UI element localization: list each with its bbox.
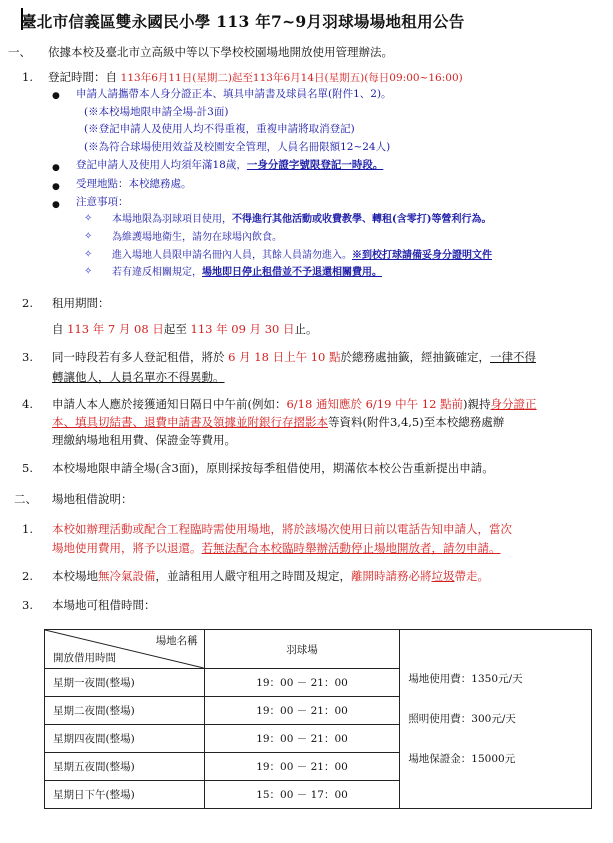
section1-number: 一、: [8, 45, 31, 59]
payment-deadline: 6/18 通知應於 6/19 中午 12 點前: [286, 397, 464, 411]
trash-text2: 帶走。: [454, 569, 489, 583]
bullet-icon: ●: [52, 200, 60, 210]
item1-number: 1.: [22, 70, 33, 84]
s2-item3-text: 本場地可租借時間：: [52, 598, 156, 612]
header-time-label: 開放借用時間: [53, 652, 116, 664]
page-title: 臺北市信義區雙永國民小學 113 年7~9月羽球場場地租用公告: [21, 12, 465, 31]
row-day: 星期日下午(整場): [45, 781, 205, 809]
period-post: 止。: [294, 322, 318, 336]
payment-text3: 等資料(附件3,4,5)至本校總務處辦: [328, 415, 505, 429]
item4-number: 4.: [22, 397, 33, 411]
note-roster-limit: (※為符合球場使用效益及校園安全管理，人員名冊限額12~24人): [84, 141, 391, 153]
header-venue-label: 場地名稱: [155, 635, 198, 647]
rental-period: [52, 322, 318, 336]
registration-period: 113年6月11日(星期二)起至113年6月14日(星期五)(每日09:00~16:00): [120, 72, 463, 84]
item3-line2: 轉讓他人，人員名單亦不得異動。: [52, 370, 225, 384]
s2-item1-line1: 本校如辦理活動或配合工程臨時需使用場地，將於該場次使用日前以電話告知申請人，當次: [52, 522, 512, 536]
period-start: 113 年 7 月 08 日: [67, 322, 164, 336]
fee-deposit: 場地保證金：15000元: [408, 753, 516, 765]
item2-number: 2.: [22, 296, 33, 310]
fee-cell: [400, 630, 592, 809]
trash-text: 離開時請務必將: [351, 569, 432, 583]
rule-text2: ，並請租用人嚴守租用之時間及規定，: [155, 569, 351, 583]
note-violation: [112, 266, 382, 279]
row-day: 星期一夜間(整場): [45, 669, 205, 697]
diamond-icon: ✧: [84, 249, 93, 260]
lottery-time: 6 月 18 日上午 10 點: [228, 350, 341, 364]
payment-docs: 身分證正: [490, 397, 537, 411]
fee-lighting: 照明使用費：300元/天: [408, 713, 516, 725]
trash-emphasis: 垃圾: [431, 569, 455, 583]
note-emphasis: 不得進行其他活動或收費教學、轉租(含零打)等營利行為。: [232, 214, 492, 225]
s2-item1-line2: [52, 541, 501, 555]
bullet-notes-label: 注意事項：: [76, 196, 129, 208]
diamond-icon: ✧: [84, 231, 93, 242]
age-emphasis: 一身分證字號限登記一時段。: [246, 159, 384, 171]
payment-text2: )親持: [463, 397, 491, 411]
bullet-icon: ●: [52, 163, 60, 173]
lottery-text: 同一時段若有多人登記租借，將於: [52, 350, 225, 364]
item1-registration: [48, 70, 463, 85]
item4-line2: [52, 415, 504, 429]
row-time: 19：00 － 21：00: [204, 753, 400, 781]
age-text: 登記申請人及使用人均須年滿18歲，: [76, 159, 247, 171]
item5-number: 5.: [22, 461, 33, 475]
row-day: 星期五夜間(整場): [45, 753, 205, 781]
note-no-food: 為維護場地衛生，請勿在球場內飲食。: [112, 232, 282, 243]
note-full-court: (※本校場地限申請全場-計3面): [84, 106, 229, 118]
row-day: 星期二夜間(整場): [45, 697, 205, 725]
s2-item2-number: 2.: [22, 569, 33, 583]
table-header-corner: [45, 630, 205, 669]
note-roster-only: [112, 249, 492, 262]
section2-text: 場地租借說明：: [52, 492, 133, 506]
refund-text: 場地使用費用，將予以退還。: [52, 541, 202, 555]
fee-usage: 場地使用費：1350元/天: [408, 673, 523, 685]
item4-line1: [52, 397, 537, 411]
bullet-age: [76, 159, 383, 172]
diamond-icon: ✧: [84, 266, 93, 277]
section2-number: 二、: [14, 492, 37, 506]
row-time: 19：00 － 21：00: [204, 669, 400, 697]
note-text: 若有違反相關規定，: [112, 267, 202, 278]
note-emphasis: ※到校打球請備妥身分證明文件: [352, 250, 492, 261]
bullet-icon: ●: [52, 91, 60, 101]
diamond-icon: ✧: [84, 213, 93, 224]
rule-text: 本校場地: [52, 569, 98, 583]
s2-item2-text: [52, 569, 489, 583]
item3-line1: [52, 350, 536, 364]
row-time: 19：00 － 21：00: [204, 697, 400, 725]
item3-number: 3.: [22, 350, 33, 364]
note-no-duplicate: (※登記申請人及使用人均不得重複，重複申請將取消登記): [84, 123, 355, 135]
payment-docs2: 本、填具切結書、退費申請書及領據並附銀行存摺影本: [52, 415, 328, 429]
period-pre: 自: [52, 322, 64, 336]
payment-text: 申請人本人應於接獲通知日隔日中午前(例如：: [52, 397, 287, 411]
period-end: 113 年 09 月 30 日: [190, 322, 295, 336]
row-time: 15：00 － 17：00: [204, 781, 400, 809]
note-text: 本場地限為羽球項目使用，: [112, 214, 232, 225]
note-emphasis: 場地即日停止租借並不予退還相關費用。: [202, 267, 382, 278]
bullet-icon: ●: [52, 182, 60, 192]
row-time: 19：00 － 21：00: [204, 725, 400, 753]
note-text: 進入場地人員限申請名冊內人員，其餘人員請勿進入。: [112, 250, 352, 261]
no-aircon: 無冷氣設備: [98, 569, 156, 583]
s2-item1-number: 1.: [22, 522, 33, 536]
note-badminton-only: [112, 213, 491, 226]
header-court: 羽球場: [204, 630, 400, 669]
registration-label: 登記時間：自: [48, 70, 117, 84]
lottery-text2: 於總務處抽籤，經抽籤確定，: [340, 350, 491, 364]
schedule-table: [44, 629, 592, 809]
item5-text: 本校場地限申請全場(含3面)，原則採按每季租借使用，期滿依本校公告重新提出申請。: [52, 461, 494, 475]
s2-item3-number: 3.: [22, 598, 33, 612]
item4-line3: 理繳納場地租用費、保證金等費用。: [52, 433, 236, 447]
bullet-place: 受理地點：本校總務處。: [76, 178, 192, 190]
lottery-emphasis: 一律不得: [490, 350, 537, 364]
item2-label: 租用期間：: [52, 296, 110, 310]
section1-text: 依據本校及臺北市立高級中等以下學校校園場地開放使用管理辦法。: [48, 45, 393, 59]
row-day: 星期四夜間(整場): [45, 725, 205, 753]
bullet-idcard: 申請人請攜帶本人身分證正本、填具申請書及球員名單(附件1、2)。: [76, 88, 392, 100]
period-mid: 起至: [163, 322, 187, 336]
refund-emphasis: 若無法配合本校臨時舉辦活動停止場地開放者，請勿申請。: [201, 541, 501, 555]
